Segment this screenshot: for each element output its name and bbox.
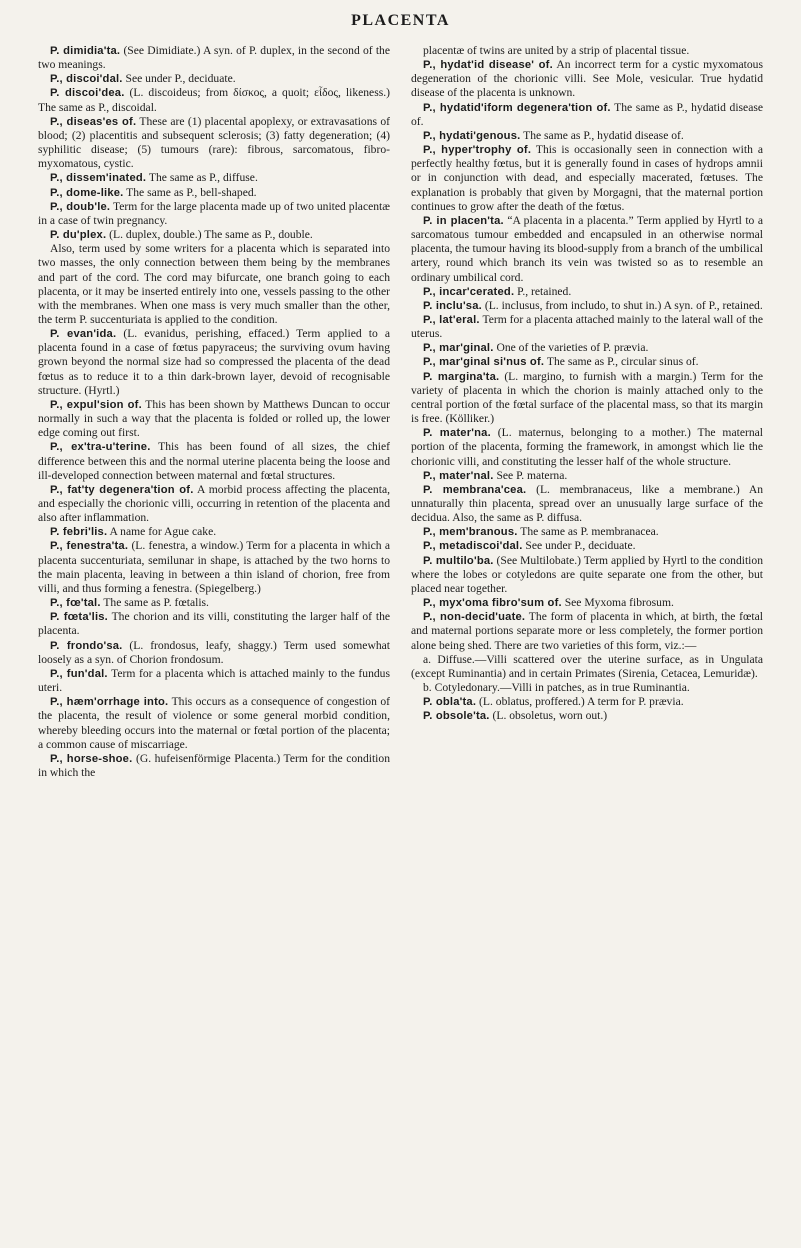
entry-text: The same as P., hydatid disease of.: [520, 128, 684, 142]
entry-text: See Myxoma fibrosum.: [561, 596, 674, 610]
dictionary-entry: [38, 610, 390, 638]
entry-headword: P., lat'eral.: [423, 313, 480, 326]
entry-text: (G. hufeisenförmige Placenta.) Term for the condition in which the: [38, 751, 390, 779]
entry-text: (L. membranaceus, like a membrane.) An unnaturally thin placenta, spread over an unusually large surface of the decidua. Also, the same as P. diffusa.: [411, 482, 763, 525]
entry-text: (L. margino, to furnish with a margin.) Term for the variety of placenta in which the chorion is mainly attached only to the central portion of the fœtal surface of the placental mass, so that its margin is free. (Kölliker.): [411, 369, 763, 426]
entry-headword: P., mem'branous.: [423, 526, 518, 539]
entry-text: P., retained.: [514, 284, 572, 298]
dictionary-entry: [411, 313, 763, 341]
entry-text: The form of placenta in which, at birth, the fœtal and maternal portions separate more or less completely, the former portion alone being shed. There are two varieties of this form, viz.:—: [411, 610, 763, 652]
entry-headword: P., expul'sion of.: [50, 398, 142, 411]
entry-headword: P., hyper'trophy of.: [423, 144, 532, 157]
entry-headword: P., fun'dal.: [50, 667, 108, 680]
entry-headword: P. obla'ta.: [423, 696, 477, 709]
entry-headword: P., hydat'id disease' of.: [423, 59, 553, 72]
entry-text: (L. fenestra, a window.) Term for a placenta in which a placenta succenturiata, semilunar in shape, is attached by the two horns to the main placenta, leaving in between a thin island of chorion, free from villi, and thus forming a fenestra. (Spiegelberg.): [38, 539, 390, 595]
entry-headword: P., non-decid'uate.: [423, 611, 526, 624]
entry-text: A name for Ague cake.: [107, 525, 217, 539]
dictionary-entry: [411, 370, 763, 427]
entry-headword: P. multilo'ba.: [423, 554, 494, 567]
entry-text: See under P., deciduate.: [522, 539, 636, 553]
entry-headword: P. fœta'lis.: [50, 611, 108, 624]
entry-text: Also, term used by some writers for a placenta which is separated into two masses, the only connection between them being by the membranes and part of the cord. The cord may bifurcate, one branch going to each placenta, or it may be inserted entirely into one, vessels passing to the other with the membranes. When one mass is very much smaller than the other, the term P. succenturiata is applied to the condition.: [38, 242, 390, 326]
entry-headword: P., metadiscoi'dal.: [423, 540, 523, 553]
dictionary-entry: [411, 554, 763, 596]
dictionary-entry: [411, 44, 763, 58]
dictionary-entry: [38, 200, 390, 228]
entry-text: The same as P. membranacea.: [517, 525, 659, 539]
entry-headword: P. membrana'cea.: [423, 483, 527, 496]
entry-text: The same as P., diffuse.: [146, 171, 258, 185]
dictionary-entry: [411, 596, 763, 610]
dictionary-entry: [411, 653, 763, 681]
entry-text: (L. oblatus, proffered.) A term for P. prævia.: [476, 695, 684, 709]
dictionary-entry: [38, 242, 390, 327]
entry-headword: P., hydati'genous.: [423, 129, 521, 142]
entry-text: The chorion and its villi, constituting the larger half of the placenta.: [38, 610, 391, 638]
dictionary-entry: [38, 228, 390, 242]
entry-headword: P., fat'ty degenera'tion of.: [50, 483, 194, 496]
entry-text: (L. duplex, double.) The same as P., double.: [106, 228, 313, 242]
entry-text: (See Multilobate.) Term applied by Hyrtl to the condition where the lobes or cotyledons are quite separate one from the other, but placed near together.: [411, 553, 763, 595]
dictionary-entry: [38, 639, 390, 667]
entry-text: placentæ of twins are united by a strip of placental tissue.: [423, 44, 690, 57]
entry-text: (L. discoideus; from δίσκος, a quoit; εἶδος, likeness.) The same as P., discoidal.: [38, 86, 390, 114]
dictionary-entry: [38, 483, 390, 525]
entry-text: Term for the large placenta made up of two united placentæ in a case of twin pregnancy.: [38, 199, 390, 227]
entry-headword: P. margina'ta.: [423, 370, 500, 383]
entry-text: (L. frondosus, leafy, shaggy.) Term used somewhat loosely as a syn. of Chorion frondosum.: [38, 638, 390, 666]
entry-text: A morbid process affecting the placenta, and especially the chorionic villi, occurring in retention of the placenta and also after inflammation.: [38, 482, 390, 525]
dictionary-entry: [411, 695, 763, 709]
entry-text: The same as P., hydatid disease of.: [411, 100, 763, 128]
entry-headword: P. discoi'dea.: [50, 87, 125, 100]
dictionary-entry: [411, 355, 763, 369]
entry-text: Term for a placenta attached mainly to the lateral wall of the uterus.: [411, 312, 763, 341]
entry-headword: P., dissem'inated.: [50, 172, 147, 185]
dictionary-entry: [38, 327, 390, 398]
dictionary-entry: [411, 58, 763, 100]
entry-headword: P. evan'ida.: [50, 328, 117, 341]
dictionary-entry: [411, 709, 763, 723]
entry-headword: P., ex'tra-u'terine.: [50, 441, 151, 454]
dictionary-entry: [411, 525, 763, 539]
entry-headword: P. du'plex.: [50, 229, 107, 242]
entry-text: Term for a placenta which is attached mainly to the fundus uteri.: [38, 666, 390, 695]
entry-text: “A placenta in a placenta.” Term applied by Hyrtl to a sarcomatous tumour embedded and encapsuled in an otherwise normal placenta, the tumour having its blood-supply from a branch of the umbilical artery, round which branch its vein was twisted so as to resemble an ordinary umbilical cord.: [411, 213, 763, 284]
dictionary-entry: [38, 539, 390, 596]
dictionary-entry: [411, 341, 763, 355]
entry-text: (L. inclusus, from includo, to shut in.) A syn. of P., retained.: [481, 298, 763, 312]
dictionary-entry: [38, 667, 390, 695]
dictionary-entry: [411, 539, 763, 553]
right-column: [411, 44, 763, 724]
entry-text: See under P., deciduate.: [122, 72, 236, 86]
dictionary-entry: [38, 440, 390, 482]
entry-text: See P. materna.: [493, 468, 568, 482]
entry-headword: P. in placen'ta.: [423, 214, 504, 227]
dictionary-entry: [38, 695, 390, 752]
entry-text: The same as P., bell-shaped.: [123, 185, 257, 199]
dictionary-entry: [411, 681, 763, 695]
dictionary-entry: [411, 483, 763, 525]
dictionary-entry: [411, 143, 763, 214]
entry-headword: P., mar'ginal.: [423, 342, 494, 355]
entry-text: (L. evanidus, perishing, effaced.) Term applied to a placenta found in a case of fœtus papyraceus; the surviving ovum having grown beyond the normal size had so compressed the placenta of the dead fœtus as to reduce it to a thin dark-brown layer, devoid of recognisable structure. (Hyrtl.): [38, 327, 390, 397]
entry-headword: P. inclu'sa.: [423, 299, 482, 312]
dictionary-entry: [38, 186, 390, 200]
entry-headword: P., hæm'orrhage into.: [50, 696, 169, 709]
entry-text: (L. obsoletus, worn out.): [489, 709, 608, 723]
entry-text: The same as P. fœtalis.: [100, 596, 209, 610]
dictionary-entry: [38, 525, 390, 539]
entry-headword: P., myx'oma fibro'sum of.: [423, 597, 562, 610]
dictionary-entry: [38, 115, 390, 172]
entry-text: This has been shown by Matthews Duncan to occur normally in such a way that the placenta is folded or rolled up, the lower edge coming out first.: [38, 397, 390, 440]
entry-headword: P., fœ'tal.: [50, 597, 101, 610]
dictionary-entry: [411, 129, 763, 143]
entry-text: a. Diffuse.—Villi scattered over the uterine surface, as in Ungulata (except Ruminantia) and in certain Primates (Sirenia, Cetacea, Lemuridæ).: [411, 652, 763, 680]
entry-text: One of the varieties of P. prævia.: [493, 341, 649, 355]
entry-headword: P., doub'le.: [50, 200, 111, 213]
entry-text: This has been found of all sizes, the chief difference between this and the normal uterine placenta being the loose and ill-developed connection between maternal and fœtal structures.: [38, 440, 390, 482]
entry-headword: P., diseas'es of.: [50, 115, 137, 128]
dictionary-entry: [38, 44, 390, 72]
entry-text: The same as P., circular sinus of.: [544, 355, 699, 369]
entry-text: (See Dimidiate.) A syn. of P. duplex, in the second of the two meanings.: [38, 44, 390, 72]
entry-text: These are (1) placental apoplexy, or extravasations of blood; (2) placentitis and subsequent sclerosis; (3) fatty degeneration; (4) syphilitic disease; (5) tumours (rare): fibrous, sarcomatous, fibro-myxomatous, cystic.: [38, 114, 391, 171]
entry-headword: P., mater'nal.: [423, 469, 494, 482]
entry-text: An incorrect term for a cystic myxomatous degeneration of the chorionic villi. See Mole, vesicular. True hydatid disease of the placenta is unknown.: [411, 58, 763, 100]
entry-headword: P. febri'lis.: [50, 526, 108, 539]
entry-text: (L. maternus, belonging to a mother.) The maternal portion of the placenta, forming the framework, in amongst which lie the chorionic villi, and constituting the lesser half of the whole structure.: [411, 426, 763, 468]
dictionary-entry: [38, 72, 390, 86]
entry-headword: P., mar'ginal si'nus of.: [423, 356, 545, 369]
entry-text: This occurs as a consequence of congestion of the placenta, the result of violence or some general morbid condition, whereby bleeding occurs into the maternal or fœtal portion of the placenta; a common cause of miscarriage.: [38, 695, 390, 751]
entry-headword: P., dome-like.: [50, 186, 124, 199]
dictionary-entry: [38, 752, 390, 780]
left-column: [38, 44, 390, 780]
entry-headword: P., horse-shoe.: [50, 752, 133, 765]
entry-headword: P., fenestra'ta.: [50, 540, 129, 553]
dictionary-entry: [411, 469, 763, 483]
entry-headword: P. mater'na.: [423, 427, 491, 440]
dictionary-entry: [38, 398, 390, 440]
entry-text: This is occasionally seen in connection with a perfectly healthy fœtus, but it is generally found in cases of hydrops amnii or in conjunction with dead, and especially macerated, fœtuses. The explanation is probably that given by Morgagni, that the maternal portion continues to grow after the death of the fœtus.: [411, 143, 763, 213]
dictionary-entry: [411, 101, 763, 129]
page-title: PLACENTA: [351, 12, 450, 29]
dictionary-entry: [411, 285, 763, 299]
entry-headword: P., hydatid'iform degenera'tion of.: [423, 101, 611, 114]
dictionary-entry: [411, 610, 763, 652]
entry-headword: P. obsole'ta.: [423, 710, 490, 723]
entry-headword: P., incar'cerated.: [423, 285, 515, 298]
dictionary-entry: [38, 171, 390, 185]
entry-headword: P. dimidia'ta.: [50, 45, 121, 57]
dictionary-entry: [411, 299, 763, 313]
entry-headword: P. frondo'sa.: [50, 639, 123, 652]
entry-headword: P., discoi'dal.: [50, 73, 123, 86]
dictionary-entry: [411, 214, 763, 285]
entry-text: b. Cotyledonary.—Villi in patches, as in true Ruminantia.: [423, 681, 690, 695]
dictionary-entry: [38, 86, 390, 114]
dictionary-entry: [38, 596, 390, 610]
dictionary-entry: [411, 426, 763, 468]
